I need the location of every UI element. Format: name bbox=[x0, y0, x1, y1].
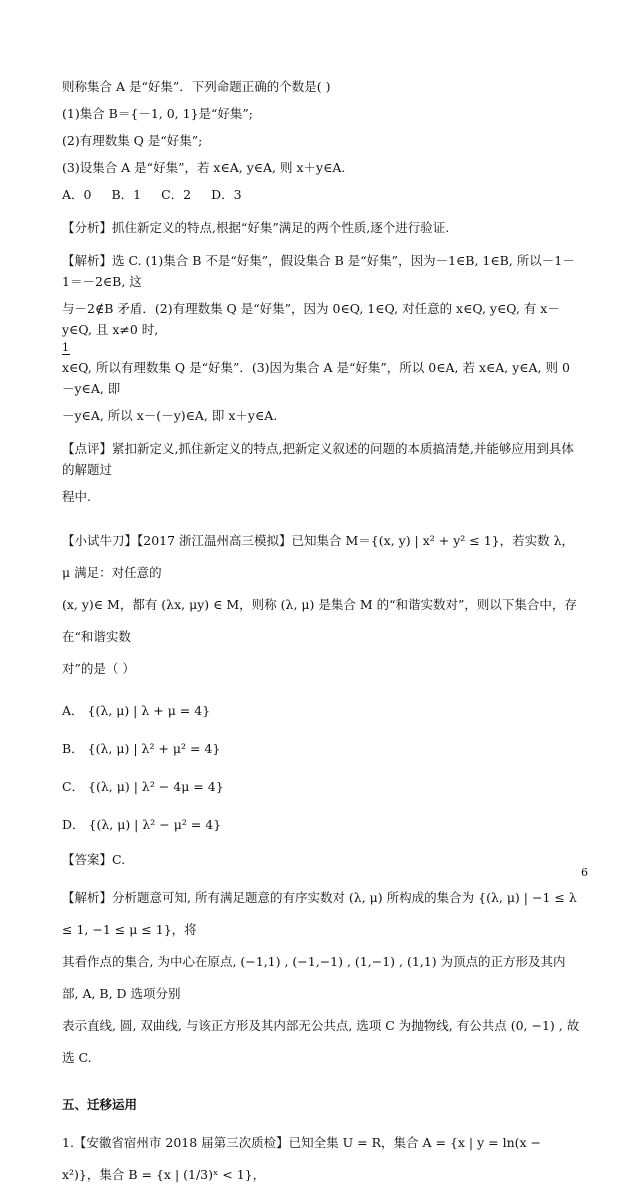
trial-option-d: D． {(λ, μ) | λ² − μ² = 4} bbox=[62, 817, 222, 832]
proposition-1: (1)集合 B＝{－1, 0, 1}是“好集”; bbox=[62, 106, 254, 121]
intro-line: 则称集合 A 是“好集”．下列命题正确的个数是( ) bbox=[62, 79, 331, 94]
option-d: D．3 bbox=[211, 187, 242, 202]
analysis-line: 【分析】抓住新定义的特点,根据“好集”满足的两个性质,逐个进行验证. bbox=[62, 220, 450, 235]
option-c: C．2 bbox=[161, 187, 192, 202]
explanation-line-1: 【解析】分析题意可知, 所有满足题意的有序实数对 (λ, μ) 所构成的集合为 {(λ, μ) | −1 ≤ λ ≤ 1, −1 ≤ μ ≤ 1}，将 bbox=[62, 890, 577, 937]
explanation-line-2: 其看作点的集合, 为中心在原点, (−1,1) , (−1,−1) , (1,−1) , (1,1) 为顶点的正方形及其内部, A, B, D 选项分别 bbox=[62, 954, 566, 1001]
proposition-2: (2)有理数集 Q 是“好集”; bbox=[62, 133, 203, 148]
fraction-bar bbox=[62, 354, 70, 355]
trial-line-2: (x, y)∈ M，都有 (λx, μy) ∈ M，则称 (λ, μ) 是集合 M 的“和谐实数对”，则以下集合中，存在“和谐实数 bbox=[62, 597, 577, 644]
section-heading: 五、迁移运用 bbox=[62, 1097, 138, 1112]
trial-line-1: 【小试牛刀】【2017 浙江温州高三模拟】已知集合 M＝{(x, y) | x² + y² ≤ 1}，若实数 λ，μ 满足：对任意的 bbox=[62, 533, 575, 580]
proposition-3: (3)设集合 A 是“好集”，若 x∈A, y∈A, 则 x＋y∈A. bbox=[62, 160, 346, 175]
trial-line-3: 对”的是（ ） bbox=[62, 661, 135, 676]
option-a: A．0 bbox=[62, 187, 92, 202]
solution-line-4: －y∈A, 所以 x－(－y)∈A, 即 x＋y∈A. bbox=[62, 408, 278, 423]
comment-line-1: 【点评】紧扣新定义,抓住新定义的特点,把新定义叙述的问题的本质搞清楚,并能够应用到具体的解题过 bbox=[62, 441, 574, 477]
option-b: B．1 bbox=[111, 187, 142, 202]
solution-line-1: 【解析】选 C. (1)集合 B 不是“好集”，假设集合 B 是“好集”，因为－1∈B, 1∈B, 所以－1－1＝－2∈B, 这 bbox=[62, 253, 575, 289]
page-content bbox=[62, 76, 582, 1191]
trial-option-b: B． {(λ, μ) | λ² + μ² = 4} bbox=[62, 741, 221, 756]
page-number: 6 bbox=[581, 866, 588, 879]
explanation-line-3: 表示直线, 圆, 双曲线, 与该正方形及其内部无公共点, 选项 C 为抛物线, 有公共点 (0, −1) , 故选 C. bbox=[62, 1018, 580, 1065]
comment-line-2: 程中. bbox=[62, 489, 91, 504]
solution-line-2: 与－2∉B 矛盾．(2)有理数集 Q 是“好集”，因为 0∈Q, 1∈Q, 对任意的 x∈Q, y∈Q, 有 x－y∈Q, 且 x≠0 时, bbox=[62, 301, 560, 337]
trial-option-c: C． {(λ, μ) | λ² − 4μ = 4} bbox=[62, 779, 224, 794]
solution-line-3: x∈Q, 所以有理数集 Q 是“好集”．(3)因为集合 A 是“好集”，所以 0∈A, 若 x∈A, y∈A, 则 0－y∈A, 即 bbox=[62, 360, 570, 396]
question-1: 1.【安徽省宿州市 2018 届第三次质检】已知全集 U = R，集合 A = {x | y = ln(x − x²)}，集合 B = {x | (1/3)ˣ < 1}， bbox=[62, 1135, 542, 1182]
answer-line: 【答案】C. bbox=[62, 852, 126, 867]
fraction-numerator: 1 bbox=[62, 341, 69, 354]
answer-options bbox=[62, 184, 582, 205]
trial-option-a: A． {(λ, μ) | λ + μ = 4} bbox=[62, 703, 211, 718]
